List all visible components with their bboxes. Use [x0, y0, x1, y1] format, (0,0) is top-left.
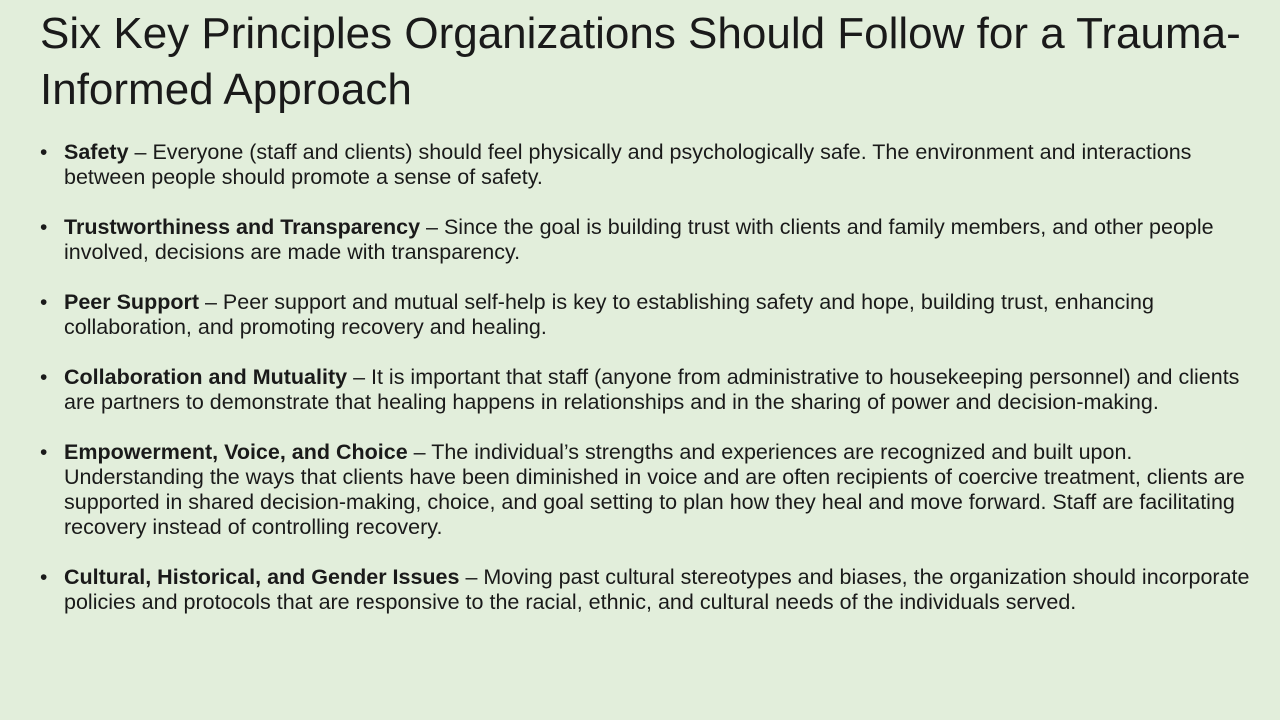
bullet-icon: • — [40, 141, 48, 164]
principles-list — [40, 140, 1250, 640]
principle-description: – Moving past cultural stereotypes and biases, the organization should incorporate policies and protocols that are responsive to the racial, ethnic, and cultural needs of the individuals served. — [64, 565, 1250, 614]
bullet-icon: • — [40, 441, 48, 464]
principle-term: Trustworthiness and Transparency — [64, 215, 421, 239]
principle-item-safety — [40, 140, 1250, 190]
bullet-icon: • — [40, 291, 48, 314]
bullet-icon: • — [40, 366, 48, 389]
principle-description: – Everyone (staff and clients) should feel physically and psychologically safe. The environment and interactions between people should promote a sense of safety. — [64, 140, 1192, 189]
principle-item-empowerment — [40, 440, 1250, 540]
principle-description: – Since the goal is building trust with clients and family members, and other people involved, decisions are made with transparency. — [64, 215, 1214, 264]
principle-term: Safety — [64, 140, 129, 164]
slide-title: Six Key Principles Organizations Should Follow for a Trauma-Informed Approach — [40, 9, 1241, 114]
principle-description: – The individual’s strengths and experiences are recognized and built upon. Understanding the ways that clients have been diminished in voice and are often recipients of coercive treatment, clients are supported in shared decision-making, choice, and goal setting to plan how they heal and move forward. Staff are facilitating recovery instead of controlling recovery. — [64, 440, 1245, 539]
principle-term: Empowerment, Voice, and Choice — [64, 440, 408, 464]
principle-term: Collaboration and Mutuality — [64, 365, 348, 389]
principle-term: Peer Support — [64, 290, 199, 314]
principle-item-trustworthiness — [40, 215, 1250, 265]
principle-item-peer-support — [40, 290, 1250, 340]
bullet-icon: • — [40, 216, 48, 239]
principle-item-collaboration — [40, 365, 1250, 415]
principle-term: Cultural, Historical, and Gender Issues — [64, 565, 460, 589]
bullet-icon: • — [40, 566, 48, 589]
principle-description: – It is important that staff (anyone from administrative to housekeeping personnel) and clients are partners to demonstrate that healing happens in relationships and in the sharing of power and decision-making. — [64, 365, 1240, 414]
principle-description: – Peer support and mutual self-help is key to establishing safety and hope, building trust, enhancing collaboration, and promoting recovery and healing. — [64, 290, 1154, 339]
principle-item-cultural — [40, 565, 1250, 615]
